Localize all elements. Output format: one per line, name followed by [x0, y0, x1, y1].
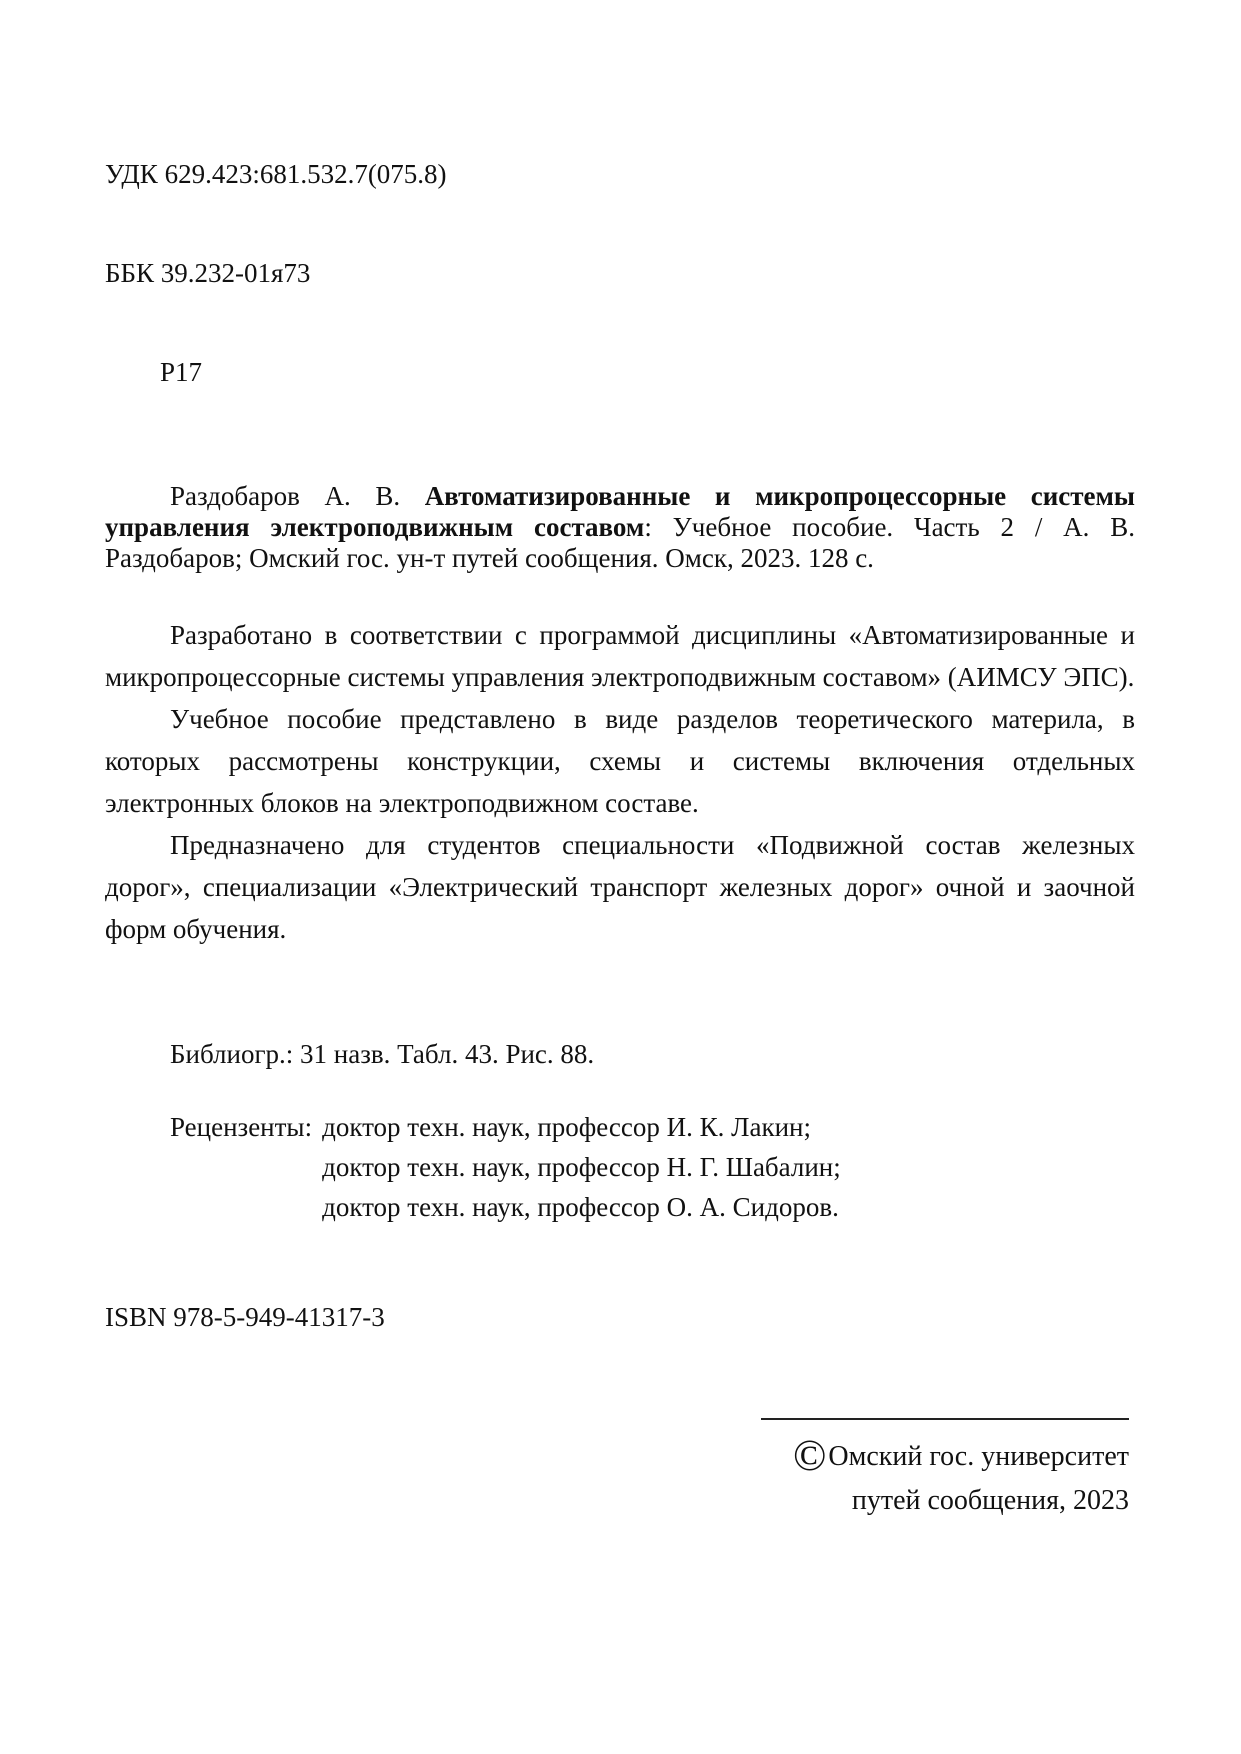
bbk-line: ББК 39.232-01я73 [105, 258, 311, 288]
reviewer-item: доктор техн. наук, профессор О. А. Сидоров. [322, 1192, 839, 1222]
copyright-divider [761, 1418, 1129, 1420]
copyright-holder: Омский гос. университет [828, 1441, 1129, 1472]
reviewers-block [105, 1107, 1135, 1227]
annotation-paragraph-2: Учебное пособие представлено в виде разделов теоретического материла, в которых рассмотрены конструкции, схемы и системы включения отдельных электронных блоков на электроподвижном составе. [105, 704, 1135, 818]
citation-title: Автоматизированные и микропроцессорные системы управления электроподвижным составом [105, 481, 1135, 542]
copyright-year-line: путей сообщения, 2023 [851, 1485, 1129, 1516]
isbn: ISBN 978-5-949-41317-3 [105, 1302, 385, 1332]
annotation-block [105, 614, 1135, 950]
citation-imprint: : Учебное пособие. Часть 2 / А. В. Раздобаров; Омский гос. ун-т путей сообщения. Омск, 2023. 128 с. [105, 512, 1135, 573]
copyright-block [761, 1418, 1129, 1523]
reviewers-list [322, 1107, 841, 1227]
udk-line: УДК 629.423:681.532.7(075.8) [105, 159, 447, 189]
reviewer-item: доктор техн. наук, профессор Н. Г. Шабалин; [322, 1152, 841, 1182]
annotation-paragraph-3: Предназначено для студентов специальности «Подвижной состав железных дорог», специализации «Электрический транспорт железных дорог» очной и заочной форм обучения. [105, 830, 1135, 944]
reviewers-label: Рецензенты: [170, 1112, 313, 1142]
bibliographic-record [105, 481, 1135, 574]
imprint-codes [105, 92, 1135, 455]
annotation-paragraph-1: Разработано в соответствии с программой дисциплины «Автоматизированные и микропроцессорные системы управления электроподвижным составом» (АИМСУ ЭПС). [105, 620, 1135, 692]
copyright-holder-line [761, 1431, 1129, 1480]
reviewer-item: доктор техн. наук, профессор И. К. Лакин; [322, 1112, 811, 1142]
copyright-icon: © [792, 1431, 827, 1480]
citation-author: Раздобаров А. В. [170, 481, 425, 511]
author-sign: Р17 [160, 357, 203, 387]
bibliography-stats: Библиогр.: 31 назв. Табл. 43. Рис. 88. [170, 1039, 595, 1069]
